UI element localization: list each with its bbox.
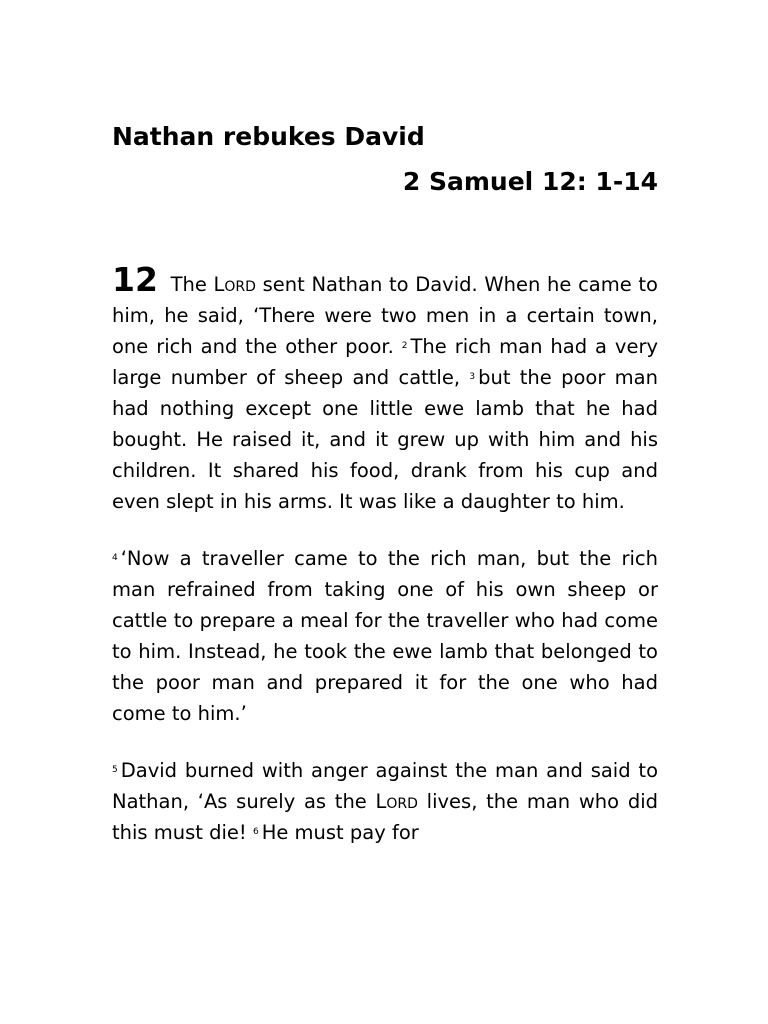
verse-5-text-a: David burned with anger against the man and said to Nathan, ‘As surely as the xyxy=(112,759,658,813)
scripture-reference: 2 Samuel 12: 1-14 xyxy=(402,167,658,196)
verse-5-text-b: lives, the man who did this must die! xyxy=(112,790,658,844)
verse-number-2: 2 xyxy=(401,341,408,351)
verse-2-text: The rich man had a very large number of sheep and cattle, xyxy=(112,335,659,389)
verse-1-text-b: sent Nathan to David. When he came to him, he said, ‘There were two men in a certain town, one rich and the other poor. xyxy=(112,273,658,358)
verse-number-5: 5 xyxy=(112,765,118,775)
verse-6-text: He must pay for xyxy=(261,821,419,844)
verse-number-3: 3 xyxy=(469,372,476,382)
page-title: Nathan rebukes David xyxy=(112,122,425,151)
paragraph-3 xyxy=(112,755,658,848)
paragraph-1 xyxy=(112,260,659,517)
verse-4-text: ‘Now a traveller came to the rich man, but the rich man refrained from taking one of his own sheep or cattle to prepare a meal for the traveller who had come to him. Instead, he took the ewe lamb that belonged to the poor man and prepared it for the one who had come to him.’ xyxy=(112,547,658,725)
lord-word: Lord xyxy=(213,273,256,296)
verse-number-4: 4 xyxy=(112,553,118,563)
verse-1-text-a: The xyxy=(163,273,214,296)
passage-body xyxy=(112,260,659,874)
lord-word: Lord xyxy=(375,790,418,813)
verse-3-text: but the poor man had nothing except one little ewe lamb that he had bought. He raised it, and it grew up with him and his children. It shared his food, drank from his cup and even slept in his arms. It was like a daughter to him. xyxy=(112,366,658,513)
verse-number-6: 6 xyxy=(252,827,259,837)
chapter-number: 12 xyxy=(112,260,158,299)
paragraph-2 xyxy=(112,543,658,729)
